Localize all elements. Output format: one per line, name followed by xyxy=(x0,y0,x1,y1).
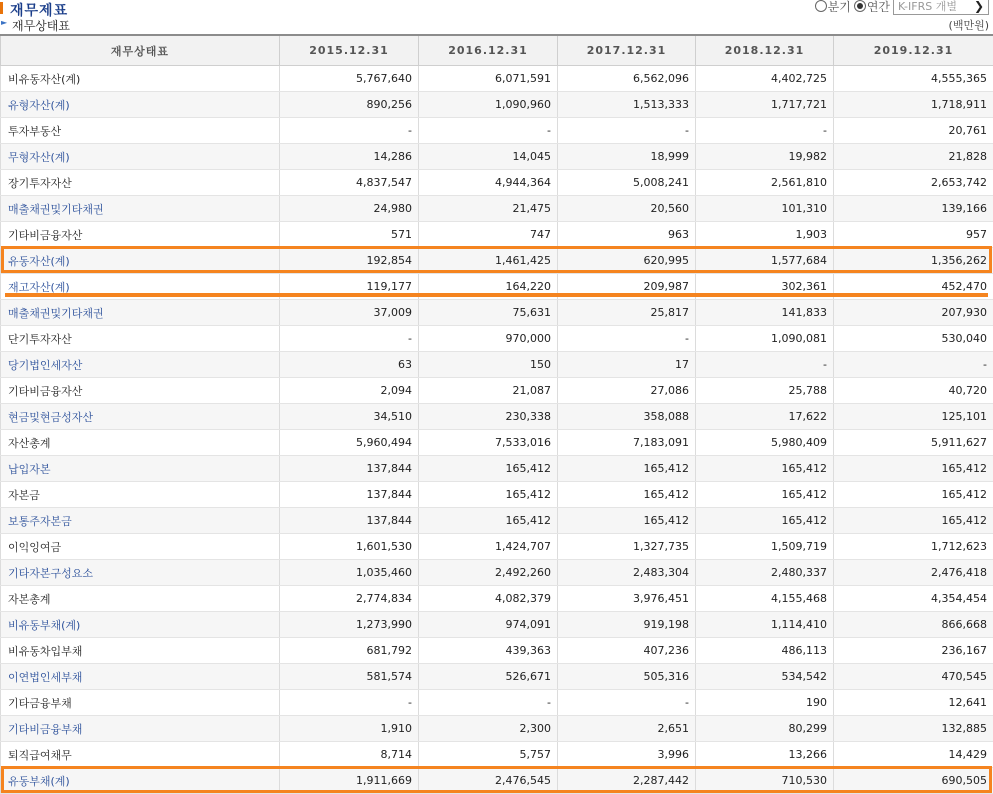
chevron-down-icon[interactable]: ❯ xyxy=(973,0,984,13)
balance-sheet-table xyxy=(0,34,993,794)
row-value: 1,513,333 xyxy=(558,92,696,118)
table-row xyxy=(1,300,993,326)
row-value: - xyxy=(280,326,419,352)
table-row xyxy=(1,716,993,742)
row-value: - xyxy=(696,118,834,144)
table-row xyxy=(1,92,993,118)
row-value: 165,412 xyxy=(834,482,993,508)
row-value: 1,910 xyxy=(280,716,419,742)
row-value: 165,412 xyxy=(696,456,834,482)
row-label: 자본금 xyxy=(1,482,280,508)
row-value: 7,183,091 xyxy=(558,430,696,456)
row-label: 기타비금융자산 xyxy=(1,222,280,248)
row-value: 452,470 xyxy=(834,274,993,300)
row-value: 1,601,530 xyxy=(280,534,419,560)
row-value: - xyxy=(558,326,696,352)
row-value: 866,668 xyxy=(834,612,993,638)
row-label: 비유동차입부채 xyxy=(1,638,280,664)
row-value: 165,412 xyxy=(558,482,696,508)
row-label: 장기투자자산 xyxy=(1,170,280,196)
row-value: 5,008,241 xyxy=(558,170,696,196)
column-header: 2017.12.31 xyxy=(558,35,696,66)
row-value: 530,040 xyxy=(834,326,993,352)
row-value: 5,960,494 xyxy=(280,430,419,456)
row-value: 137,844 xyxy=(280,482,419,508)
row-value: 17 xyxy=(558,352,696,378)
table-row xyxy=(1,508,993,534)
table-row xyxy=(1,586,993,612)
row-value: 236,167 xyxy=(834,638,993,664)
row-value: 1,327,735 xyxy=(558,534,696,560)
table-row xyxy=(1,482,993,508)
row-value: 2,094 xyxy=(280,378,419,404)
row-value: 1,114,410 xyxy=(696,612,834,638)
table-row xyxy=(1,144,993,170)
row-value: 571 xyxy=(280,222,419,248)
radio-quarter-label: 분기 xyxy=(827,0,851,14)
row-value: 4,155,468 xyxy=(696,586,834,612)
table-row xyxy=(1,534,993,560)
row-value: 190 xyxy=(696,690,834,716)
row-value: 12,641 xyxy=(834,690,993,716)
row-value: 6,071,591 xyxy=(419,66,558,92)
row-value: 24,980 xyxy=(280,196,419,222)
row-value: 1,718,911 xyxy=(834,92,993,118)
row-label: 비유동자산(계) xyxy=(1,66,280,92)
table-row xyxy=(1,66,993,92)
radio-annual-label: 연간 xyxy=(866,0,890,14)
row-label[interactable]: 보통주자본금 xyxy=(1,508,280,534)
row-value: 1,090,081 xyxy=(696,326,834,352)
row-value: 21,087 xyxy=(419,378,558,404)
row-value: 150 xyxy=(419,352,558,378)
row-label: 자본총계 xyxy=(1,586,280,612)
row-value: 890,256 xyxy=(280,92,419,118)
table-row xyxy=(1,326,993,352)
row-value: 13,266 xyxy=(696,742,834,768)
row-value: 192,854 xyxy=(280,248,419,274)
row-value: 1,717,721 xyxy=(696,92,834,118)
row-value: 3,976,451 xyxy=(558,586,696,612)
row-value: 165,412 xyxy=(558,456,696,482)
row-value: 165,412 xyxy=(419,456,558,482)
row-value: 80,299 xyxy=(696,716,834,742)
standard-select-value: K-IFRS 개별 xyxy=(898,0,957,13)
row-label: 기타금융부채 xyxy=(1,690,280,716)
title-accent xyxy=(0,2,3,14)
row-value: 27,086 xyxy=(558,378,696,404)
table-row xyxy=(1,456,993,482)
row-value: 119,177 xyxy=(280,274,419,300)
row-value: 1,090,960 xyxy=(419,92,558,118)
row-value: 5,757 xyxy=(419,742,558,768)
row-value: 505,316 xyxy=(558,664,696,690)
row-value: 1,356,262 xyxy=(834,248,993,274)
row-value: 25,788 xyxy=(696,378,834,404)
row-value: 963 xyxy=(558,222,696,248)
row-label: 퇴직급여채무 xyxy=(1,742,280,768)
row-value: 25,817 xyxy=(558,300,696,326)
row-value: 470,545 xyxy=(834,664,993,690)
table-row xyxy=(1,248,993,274)
row-value: 620,995 xyxy=(558,248,696,274)
row-value: 6,562,096 xyxy=(558,66,696,92)
row-value: 165,412 xyxy=(834,456,993,482)
table-row xyxy=(1,170,993,196)
radio-quarter[interactable] xyxy=(815,0,851,15)
row-value: 4,837,547 xyxy=(280,170,419,196)
row-value: - xyxy=(558,118,696,144)
table-row xyxy=(1,768,993,794)
unit-label: (백만원) xyxy=(948,19,989,32)
row-value: 4,082,379 xyxy=(419,586,558,612)
row-value: 165,412 xyxy=(419,482,558,508)
row-value: 2,561,810 xyxy=(696,170,834,196)
row-value: 14,429 xyxy=(834,742,993,768)
radio-annual-icon[interactable] xyxy=(854,0,866,12)
row-value: 75,631 xyxy=(419,300,558,326)
row-label: 이익잉여금 xyxy=(1,534,280,560)
row-value: 5,911,627 xyxy=(834,430,993,456)
standard-select[interactable] xyxy=(893,0,989,15)
row-value: 2,476,545 xyxy=(419,768,558,794)
row-value: 1,461,425 xyxy=(419,248,558,274)
row-value: - xyxy=(280,690,419,716)
table-row xyxy=(1,560,993,586)
row-value: 7,533,016 xyxy=(419,430,558,456)
row-value: - xyxy=(419,690,558,716)
table-row xyxy=(1,196,993,222)
row-label[interactable]: 비유동부채(계) xyxy=(1,612,280,638)
radio-quarter-icon[interactable] xyxy=(815,0,827,12)
column-header: 2018.12.31 xyxy=(696,35,834,66)
row-label: 단기투자자산 xyxy=(1,326,280,352)
table-row xyxy=(1,404,993,430)
row-value: 14,045 xyxy=(419,144,558,170)
row-label[interactable]: 기타자본구성요소 xyxy=(1,560,280,586)
row-label: 자산총계 xyxy=(1,430,280,456)
row-value: 970,000 xyxy=(419,326,558,352)
row-value: 37,009 xyxy=(280,300,419,326)
row-value: 2,651 xyxy=(558,716,696,742)
row-value: 20,761 xyxy=(834,118,993,144)
row-value: 1,903 xyxy=(696,222,834,248)
row-value: 957 xyxy=(834,222,993,248)
row-label[interactable]: 매출채권및기타채권 xyxy=(1,300,280,326)
row-value: 486,113 xyxy=(696,638,834,664)
row-value: 125,101 xyxy=(834,404,993,430)
row-value: 2,653,742 xyxy=(834,170,993,196)
row-value: 101,310 xyxy=(696,196,834,222)
row-value: 209,987 xyxy=(558,274,696,300)
row-value: 132,885 xyxy=(834,716,993,742)
table-row xyxy=(1,612,993,638)
column-header: 재무상태표 xyxy=(1,35,280,66)
row-value: 14,286 xyxy=(280,144,419,170)
row-value: 207,930 xyxy=(834,300,993,326)
row-label[interactable]: 기타비금융부채 xyxy=(1,716,280,742)
table-row xyxy=(1,222,993,248)
row-value: 2,492,260 xyxy=(419,560,558,586)
table-row xyxy=(1,690,993,716)
row-value: 1,577,684 xyxy=(696,248,834,274)
table-row xyxy=(1,742,993,768)
row-value: 1,712,623 xyxy=(834,534,993,560)
row-label[interactable]: 유동자산(계) xyxy=(1,248,280,274)
row-value: 407,236 xyxy=(558,638,696,664)
row-value: 690,505 xyxy=(834,768,993,794)
row-value: 2,483,304 xyxy=(558,560,696,586)
row-value: 165,412 xyxy=(558,508,696,534)
row-value: 21,828 xyxy=(834,144,993,170)
row-value: 4,555,365 xyxy=(834,66,993,92)
row-label[interactable]: 납입자본 xyxy=(1,456,280,482)
table-row xyxy=(1,352,993,378)
row-value: 17,622 xyxy=(696,404,834,430)
row-value: 2,287,442 xyxy=(558,768,696,794)
row-value: 34,510 xyxy=(280,404,419,430)
row-label: 기타비금융자산 xyxy=(1,378,280,404)
row-value: 439,363 xyxy=(419,638,558,664)
row-value: 1,424,707 xyxy=(419,534,558,560)
row-value: - xyxy=(419,118,558,144)
row-value: 137,844 xyxy=(280,456,419,482)
row-value: 40,720 xyxy=(834,378,993,404)
row-value: 1,911,669 xyxy=(280,768,419,794)
table-header-row xyxy=(1,35,993,66)
row-value: 681,792 xyxy=(280,638,419,664)
row-label[interactable]: 재고자산(계) xyxy=(1,274,280,300)
row-value: 4,944,364 xyxy=(419,170,558,196)
table-row xyxy=(1,664,993,690)
row-label: 투자부동산 xyxy=(1,118,280,144)
column-header: 2016.12.31 xyxy=(419,35,558,66)
row-value: 2,300 xyxy=(419,716,558,742)
row-value: 581,574 xyxy=(280,664,419,690)
column-header: 2015.12.31 xyxy=(280,35,419,66)
row-value: 141,833 xyxy=(696,300,834,326)
row-value: 2,480,337 xyxy=(696,560,834,586)
row-value: 1,509,719 xyxy=(696,534,834,560)
row-value: 165,412 xyxy=(419,508,558,534)
row-value: - xyxy=(280,118,419,144)
row-value: 4,354,454 xyxy=(834,586,993,612)
row-value: 230,338 xyxy=(419,404,558,430)
row-value: 2,774,834 xyxy=(280,586,419,612)
row-value: 710,530 xyxy=(696,768,834,794)
row-value: 526,671 xyxy=(419,664,558,690)
table-row xyxy=(1,430,993,456)
row-value: 1,273,990 xyxy=(280,612,419,638)
row-value: - xyxy=(558,690,696,716)
row-label[interactable]: 매출채권및기타채권 xyxy=(1,196,280,222)
row-value: 137,844 xyxy=(280,508,419,534)
row-value: 974,091 xyxy=(419,612,558,638)
row-value: 3,996 xyxy=(558,742,696,768)
row-label[interactable]: 현금및현금성자산 xyxy=(1,404,280,430)
row-value: 5,767,640 xyxy=(280,66,419,92)
row-value: 139,166 xyxy=(834,196,993,222)
table-row xyxy=(1,378,993,404)
period-controls xyxy=(815,0,989,16)
row-value: 1,035,460 xyxy=(280,560,419,586)
row-value: 747 xyxy=(419,222,558,248)
row-value: 165,412 xyxy=(834,508,993,534)
row-value: 5,980,409 xyxy=(696,430,834,456)
row-value: 165,412 xyxy=(696,482,834,508)
row-value: 20,560 xyxy=(558,196,696,222)
row-value: 21,475 xyxy=(419,196,558,222)
row-value: 19,982 xyxy=(696,144,834,170)
row-value: 534,542 xyxy=(696,664,834,690)
row-value: - xyxy=(834,352,993,378)
row-label[interactable]: 당기법인세자산 xyxy=(1,352,280,378)
row-value: 18,999 xyxy=(558,144,696,170)
row-value: 165,412 xyxy=(696,508,834,534)
row-value: 358,088 xyxy=(558,404,696,430)
table-row xyxy=(1,638,993,664)
radio-annual[interactable] xyxy=(854,0,890,15)
row-value: 4,402,725 xyxy=(696,66,834,92)
header xyxy=(0,0,993,34)
row-value: 2,476,418 xyxy=(834,560,993,586)
table-row xyxy=(1,118,993,144)
page-title: 재무제표 xyxy=(10,3,69,19)
row-label[interactable]: 유형자산(계) xyxy=(1,92,280,118)
table-row xyxy=(1,274,993,300)
row-value: 164,220 xyxy=(419,274,558,300)
row-label[interactable]: 유동부채(계) xyxy=(1,768,280,794)
row-label[interactable]: 이연법인세부채 xyxy=(1,664,280,690)
subtitle-arrow-icon: ► xyxy=(1,18,8,27)
row-value: 63 xyxy=(280,352,419,378)
row-value: 8,714 xyxy=(280,742,419,768)
section-subtitle: 재무상태표 xyxy=(12,19,70,33)
row-label[interactable]: 무형자산(계) xyxy=(1,144,280,170)
row-value: 919,198 xyxy=(558,612,696,638)
row-value: - xyxy=(696,352,834,378)
row-value: 302,361 xyxy=(696,274,834,300)
column-header: 2019.12.31 xyxy=(834,35,993,66)
